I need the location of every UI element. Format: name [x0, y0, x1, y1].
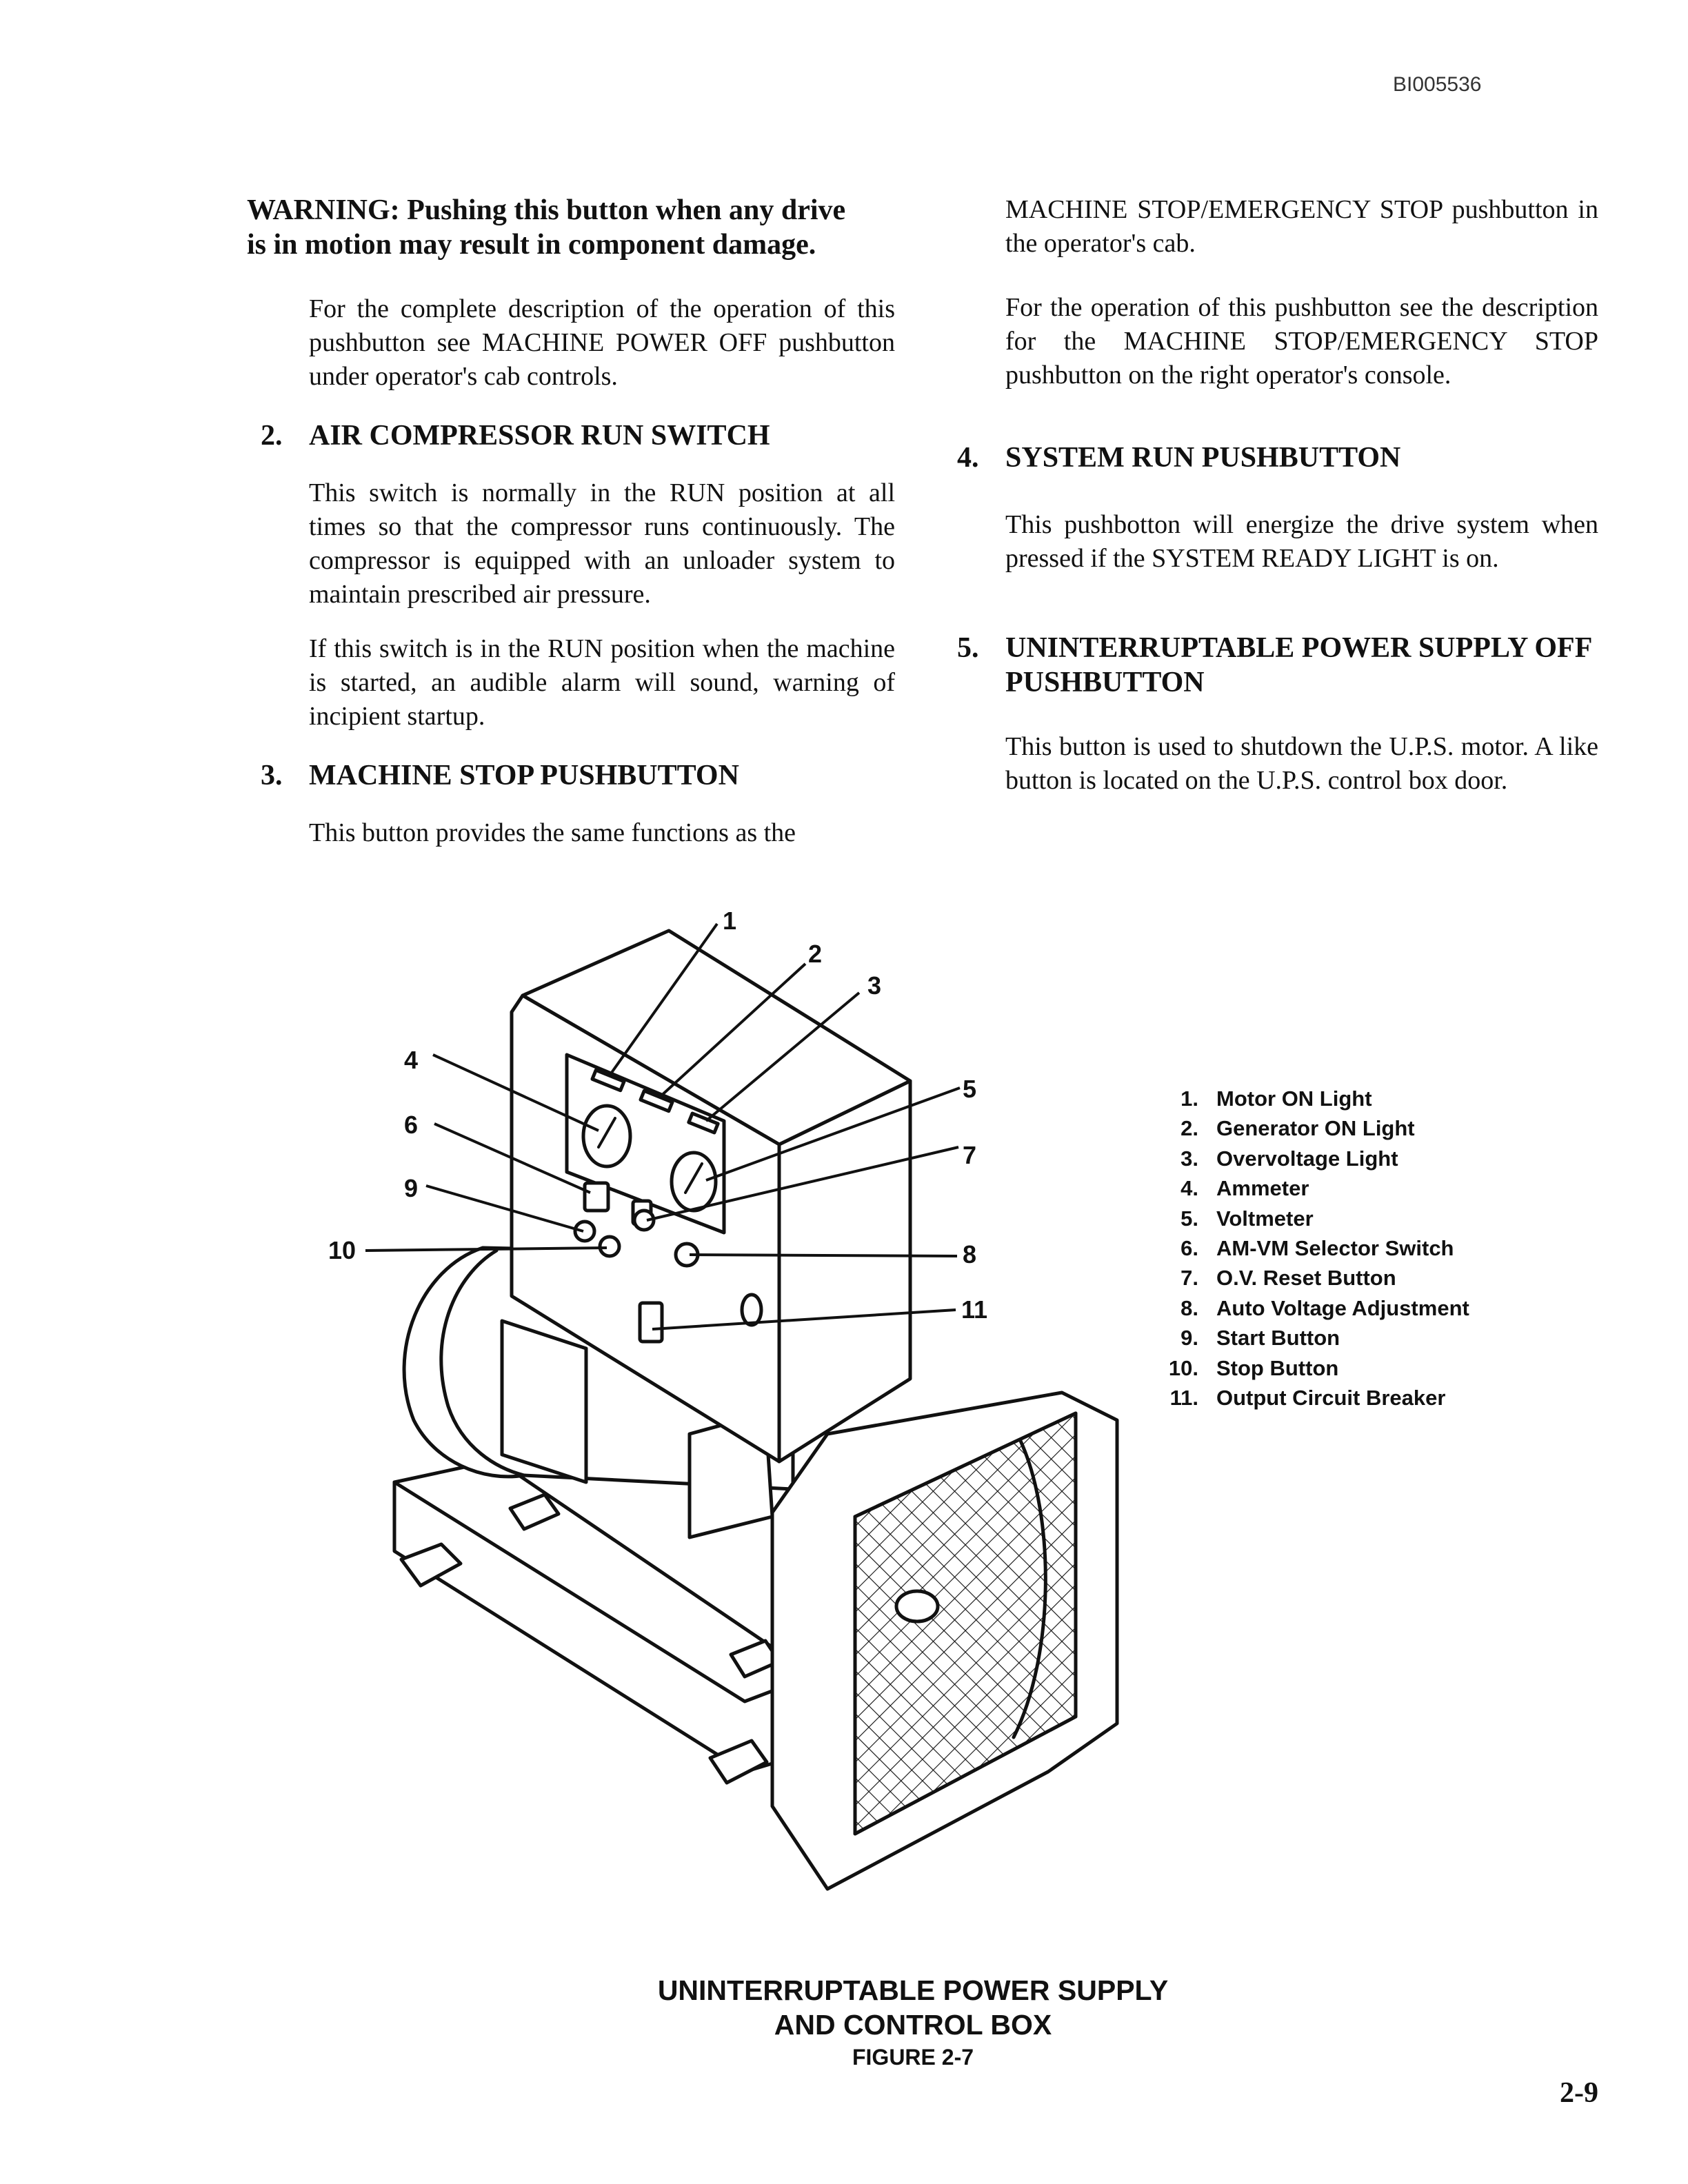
legend-number: 9. [1180, 1326, 1198, 1351]
legend-label: O.V. Reset Button [1216, 1266, 1396, 1291]
legend-number: 2. [1180, 1116, 1198, 1141]
legend-label: Generator ON Light [1216, 1116, 1415, 1141]
section-3-paragraph: This button provides the same functions as the [309, 818, 796, 847]
legend-label: Overvoltage Light [1216, 1146, 1398, 1171]
section-4-title: SYSTEM RUN PUSHBUTTON [1005, 442, 1401, 474]
legend-label: Auto Voltage Adjustment [1216, 1295, 1469, 1320]
callout-9: 9 [404, 1174, 419, 1202]
caption-line-1: UNINTERRUPTABLE POWER SUPPLY [657, 1974, 1169, 2006]
start-button [575, 1222, 594, 1241]
section-5-paragraph: This button is used to shutdown the U.P.S. motor. A like button is located on the U.P.S. control box door. [1005, 732, 1598, 795]
section-4-paragraph: This pushbotton will energize the drive system when pressed if the SYSTEM READY LIGHT is on. [1005, 510, 1598, 573]
legend-label: Voltmeter [1216, 1206, 1314, 1231]
ups-control-box-illustration [303, 896, 1152, 1903]
legend-label: Stop Button [1216, 1355, 1339, 1380]
legend-item [1146, 1204, 1532, 1233]
control-box-side [779, 1081, 910, 1462]
left-column [247, 193, 902, 871]
section-4-heading [957, 441, 1598, 475]
motor-bracket-left [502, 1321, 586, 1482]
legend-label: Start Button [1216, 1326, 1340, 1351]
callout-10: 10 [328, 1236, 356, 1264]
section-2-number: 2. [261, 420, 283, 452]
legend-item [1146, 1263, 1532, 1293]
callout-4: 4 [404, 1046, 419, 1074]
document-id: BI005536 [1393, 73, 1482, 96]
selector-switch [585, 1183, 608, 1211]
ammeter-dial [583, 1106, 630, 1166]
section-5-number: 5. [957, 632, 979, 664]
section-4-number: 4. [957, 442, 979, 474]
legend-label: Motor ON Light [1216, 1086, 1372, 1111]
callout-8: 8 [963, 1240, 977, 1268]
figure-legend [1146, 1084, 1532, 1413]
legend-label: AM-VM Selector Switch [1216, 1236, 1454, 1261]
caption-line-2: AND CONTROL BOX [774, 2009, 1052, 2041]
legend-item [1146, 1353, 1532, 1383]
operation-paragraph: For the operation of this pushbutton see the description for the MACHINE STOP/EMERGENCY STOP pushbutton on the right operator's console. [1005, 293, 1598, 390]
legend-item [1146, 1113, 1532, 1143]
section-5-title: UNINTERRUPTABLE POWER SUPPLY OFF PUSHBUTTON [1005, 632, 1591, 698]
legend-number: 8. [1180, 1295, 1198, 1320]
section-2-paragraph-1: This switch is normally in the RUN position at all times so that the compressor runs continuously. The compressor is equipped with an unloader system to maintain prescribed air pressure. [309, 478, 895, 609]
figure-number: FIGURE 2-7 [852, 2045, 974, 2070]
door-latch [742, 1295, 761, 1325]
section-2-heading [261, 418, 902, 453]
page-number: 2-9 [1560, 2077, 1598, 2109]
stop-button [600, 1237, 619, 1256]
legend-item [1146, 1293, 1532, 1323]
legend-label: Output Circuit Breaker [1216, 1386, 1446, 1410]
circuit-breaker [640, 1303, 662, 1342]
section-3-title: MACHINE STOP PUSHBUTTON [309, 760, 739, 791]
legend-item [1146, 1144, 1532, 1173]
legend-item [1146, 1233, 1532, 1263]
warning-notice [247, 193, 902, 262]
legend-number: 1. [1180, 1086, 1198, 1111]
section-3-heading [261, 758, 902, 793]
legend-number: 7. [1180, 1266, 1198, 1291]
legend-number: 10. [1168, 1355, 1198, 1380]
callout-6: 6 [404, 1111, 419, 1139]
legend-item [1146, 1173, 1532, 1203]
warning-line-2: is in motion may result in component damage. [247, 229, 816, 261]
continued-paragraph: MACHINE STOP/EMERGENCY STOP pushbutton in the operator's cab. [1005, 195, 1598, 258]
callout-2: 2 [808, 940, 823, 968]
warning-line-1: WARNING: Pushing this button when any drive [247, 194, 846, 226]
voltmeter-dial [672, 1153, 716, 1211]
legend-number: 5. [1180, 1206, 1198, 1231]
section-2-title: AIR COMPRESSOR RUN SWITCH [309, 420, 770, 452]
callout-7: 7 [963, 1141, 977, 1169]
fan-hub [896, 1591, 938, 1621]
legend-number: 11. [1169, 1386, 1198, 1410]
callout-5: 5 [963, 1075, 977, 1103]
legend-number: 3. [1180, 1146, 1198, 1171]
callout-11: 11 [961, 1295, 988, 1324]
legend-item [1146, 1323, 1532, 1353]
legend-number: 6. [1180, 1236, 1198, 1261]
legend-item [1146, 1084, 1532, 1113]
warning-paragraph: For the complete description of the operation of this pushbutton see MACHINE POWER OFF pushbutton under operator's cab controls. [309, 294, 895, 391]
section-3-number: 3. [261, 760, 283, 791]
callout-1: 1 [723, 907, 737, 935]
legend-label: Ammeter [1216, 1176, 1309, 1201]
section-2-paragraph-2: If this switch is in the RUN position when the machine is started, an audible alarm will sound, warning of incipient startup. [309, 634, 895, 731]
callout-3: 3 [867, 971, 882, 1000]
legend-number: 4. [1180, 1176, 1198, 1201]
right-column [957, 193, 1598, 818]
section-5-heading [957, 631, 1598, 700]
legend-item [1146, 1383, 1532, 1413]
figure-caption [568, 1973, 1258, 2072]
